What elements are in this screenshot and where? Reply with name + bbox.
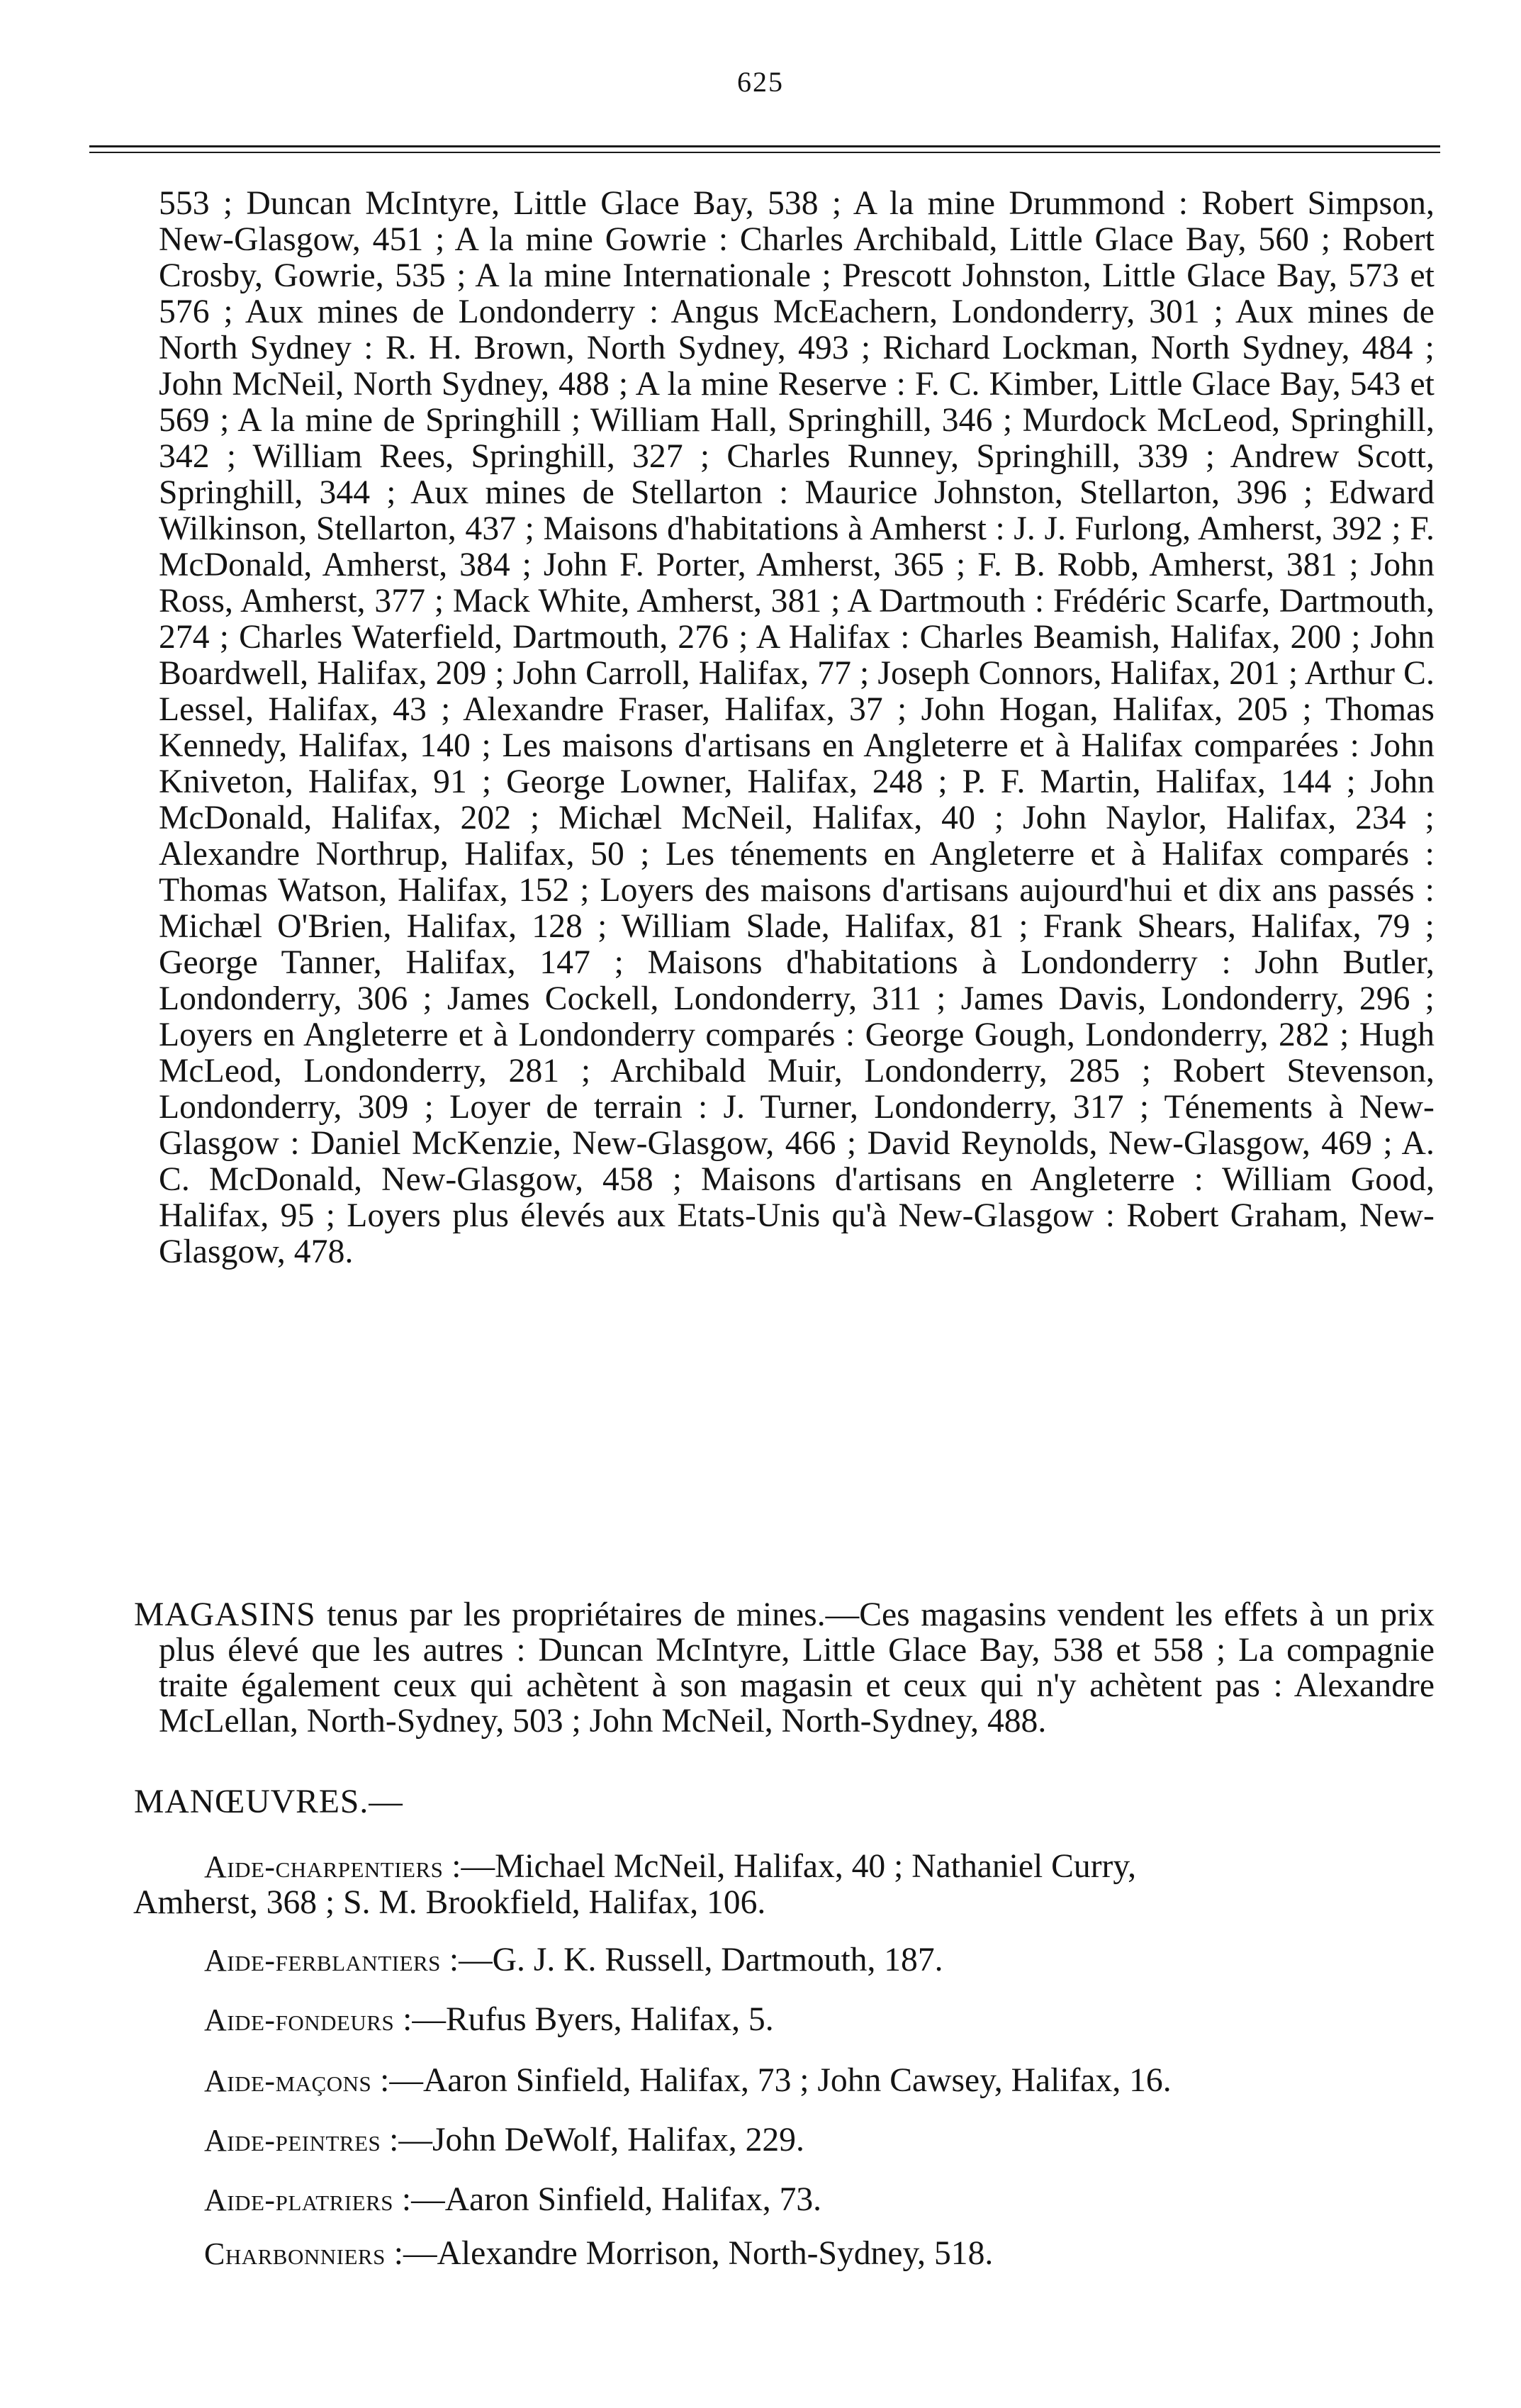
page-number: 625 — [737, 66, 784, 98]
entry-text: :—John DeWolf, Halifax, 229. — [389, 2122, 804, 2158]
entry-text: :—Michael McNeil, Halifax, 40 ; Nathaniel Curry, — [451, 1848, 1136, 1885]
trade-label: Aide-maçons — [204, 2063, 372, 2098]
entry-text: :—G. J. K. Russell, Dartmouth, 187. — [449, 1942, 943, 1978]
header-rule-thick — [89, 145, 1440, 147]
entry-text: :—Aaron Sinfield, Halifax, 73. — [401, 2181, 822, 2218]
magasins-block — [134, 1597, 1435, 1739]
trade-label: Aide-platriers — [204, 2183, 393, 2217]
entry-aide-fondeurs — [159, 2002, 1435, 2038]
main-paragraph: 553 ; Duncan McIntyre, Little Glace Bay, 538 ; A la mine Drummond : Robert Simpson, New-Glasgow, 451 ; A la mine Gowrie : Charles Archibald, Little Glace Bay, 560 ; Robert Crosby, Gowrie, 535 ; A la mine Internationale ; Prescott Johnston, Little Glace Bay, 573 et 576 ; Aux mines de Londonderry : Angus McEachern, Londonderry, 301 ; Aux mines de North Sydney : R. H. Brown, North Sydney, 493 ; Richard Lockman, North Sydney, 484 ; John McNeil, North Sydney, 488 ; A la mine Reserve : F. C. Kimber, Little Glace Bay, 543 et 569 ; A la mine de Springhill ; William Hall, Springhill, 346 ; Murdock McLeod, Springhill, 342 ; William Rees, Springhill, 327 ; Charles Runney, Springhill, 339 ; Andrew Scott, Springhill, 344 ; Aux mines de Stellarton : Maurice Johnston, Stellarton, 396 ; Edward Wilkinson, Stellarton, 437 ; Maisons d'habitations à Amherst : J. J. Furlong, Amherst, 392 ; F. McDonald, Amherst, 384 ; John F. Porter, Amherst, 365 ; F. B. Robb, Amherst, 381 ; John Ross, Amherst, 377 ; Mack White, Amherst, 381 ; A Dartmouth : Frédéric Scarfe, Dartmouth, 274 ; Charles Waterfield, Dartmouth, 276 ; A Halifax : Charles Beamish, Halifax, 200 ; John Boardwell, Halifax, 209 ; John Carroll, Halifax, 77 ; Joseph Connors, Halifax, 201 ; Arthur C. Lessel, Halifax, 43 ; Alexandre Fraser, Halifax, 37 ; John Hogan, Halifax, 205 ; Thomas Kennedy, Halifax, 140 ; Les maisons d'artisans en Angleterre et à Halifax comparées : John Kniveton, Halifax, 91 ; George Lowner, Halifax, 248 ; P. F. Martin, Halifax, 144 ; John McDonald, Halifax, 202 ; Michæl McNeil, Halifax, 40 ; John Naylor, Halifax, 234 ; Alexandre Northrup, Halifax, 50 ; Les ténements en Angleterre et à Halifax comparés : Thomas Watson, Halifax, 152 ; Loyers des maisons d'artisans aujourd'hui et dix ans passés : Michæl O'Brien, Halifax, 128 ; William Slade, Halifax, 81 ; Frank Shears, Halifax, 79 ; George Tanner, Halifax, 147 ; Maisons d'habitations à Londonderry : John Butler, Londonderry, 306 ; James Cockell, Londonderry, 311 ; James Davis, Londonderry, 296 ; Loyers en Angleterre et à Londonderry comparés : George Gough, Londonderry, 282 ; Hugh McLeod, Londonderry, 281 ; Archibald Muir, Londonderry, 285 ; Robert Stevenson, Londonderry, 309 ; Loyer de terrain : J. Turner, Londonderry, 317 ; Ténements à New-Glasgow : Daniel McKenzie, New-Glasgow, 466 ; David Reynolds, New-Glasgow, 469 ; A. C. McDonald, New-Glasgow, 458 ; Maisons d'artisans en Angleterre : William Good, Halifax, 95 ; Loyers plus élevés aux Etats-Unis qu'à New-Glasgow : Robert Graham, New-Glasgow, 478. — [159, 185, 1435, 1270]
entry-text: :—Aaron Sinfield, Halifax, 73 ; John Cawsey, Halifax, 16. — [380, 2062, 1172, 2099]
entry-text: :—Alexandre Morrison, North-Sydney, 518. — [393, 2235, 994, 2272]
trade-label: Aide-fondeurs — [204, 2003, 395, 2037]
trade-label: Aide-ferblantiers — [204, 1943, 441, 1978]
trade-label: Charbonniers — [204, 2236, 386, 2271]
entry-charbonniers — [159, 2236, 1435, 2272]
manoeuvres-heading: MANŒUVRES.— — [134, 1783, 403, 1820]
trade-label: Aide-peintres — [204, 2123, 381, 2158]
entry-aide-platriers — [159, 2182, 1435, 2218]
header-rule-thin — [89, 152, 1440, 153]
magasins-label: MAGASINS — [134, 1596, 316, 1633]
entry-aide-ferblantiers — [159, 1942, 1435, 1978]
entry-aide-peintres — [159, 2122, 1435, 2158]
entry-text: :—Rufus Byers, Halifax, 5. — [403, 2001, 774, 2038]
magasins-text: tenus par les propriétaires de mines.—Ces magasins vendent les effets à un prix plus élevé que les autres : Duncan McIntyre, Little Glace Bay, 538 et 558 ; La compagnie traite également ceux qui achètent à son magasin et ceux qui n'y achètent pas : Alexandre McLellan, North-Sydney, 503 ; John McNeil, North-Sydney, 488. — [159, 1596, 1435, 1740]
entry-continuation: Amherst, 368 ; S. M. Brookfield, Halifax, 106. — [133, 1884, 766, 1921]
entry-aide-charpentiers — [133, 1848, 1435, 1921]
trade-label: Aide-charpentiers — [204, 1849, 444, 1884]
magasins-paragraph — [134, 1597, 1435, 1739]
entry-aide-macons — [159, 2063, 1435, 2099]
